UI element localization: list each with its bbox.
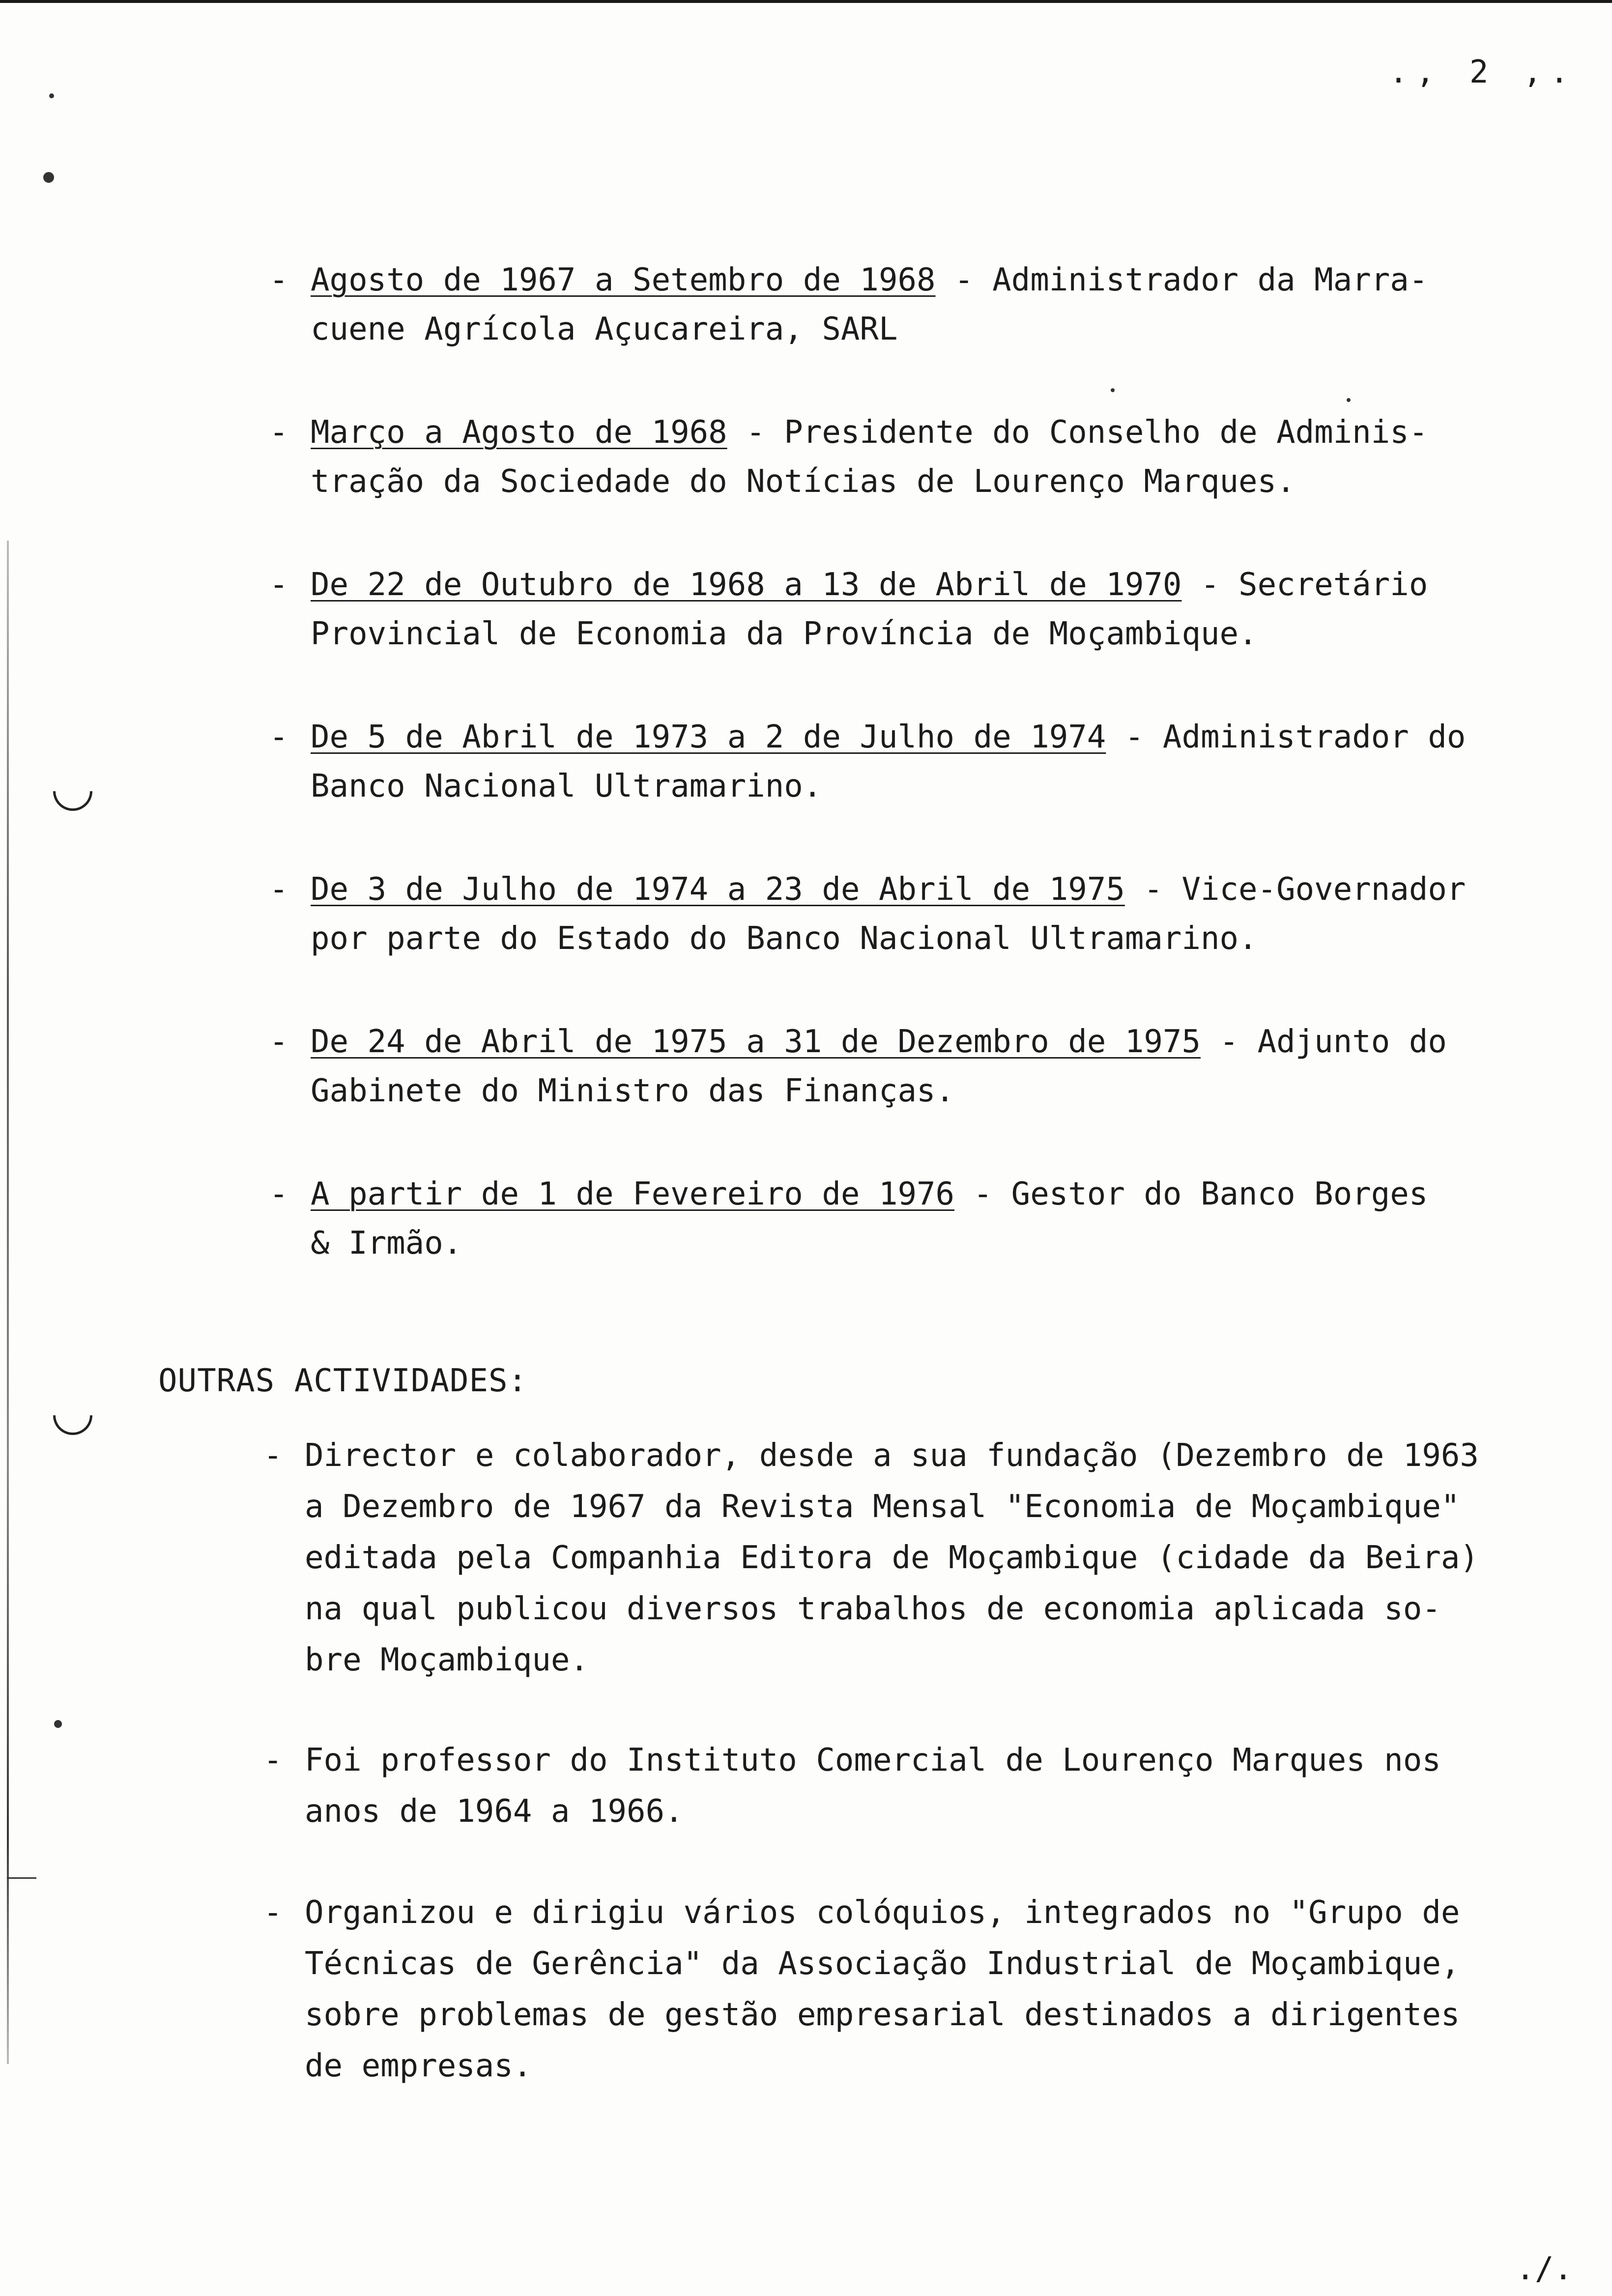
page-number: ., 2 ,. [1389, 54, 1577, 90]
activity-line: Organizou e dirigiu vários colóquios, integrados no "Grupo de [305, 1894, 1460, 1931]
ink-speck [54, 1720, 62, 1728]
section-heading-other-activities: OUTRAS ACTIVIDADES: [158, 1363, 528, 1399]
career-detail: Gabinete do Ministro das Finanças. [311, 1073, 955, 1109]
page-top-rule [0, 0, 1612, 3]
item-dash: - [269, 414, 288, 451]
item-dash: - [269, 262, 288, 298]
ink-speck [43, 172, 54, 183]
activity-line: de empresas. [305, 2048, 532, 2084]
ink-speck [49, 93, 54, 98]
career-period: Agosto de 1967 a Setembro de 1968 [311, 262, 936, 298]
edge-tick-mark [7, 1877, 36, 1879]
punch-hole-mark [53, 1415, 92, 1435]
career-period: Março a Agosto de 1968 [311, 414, 727, 451]
item-dash: - [269, 719, 288, 755]
career-period: De 3 de Julho de 1974 a 23 de Abril de 1975 [311, 871, 1125, 908]
career-detail: & Irmão. [311, 1225, 462, 1262]
binding-edge-shadow [7, 541, 9, 2064]
career-role: - Administrador do [1106, 719, 1466, 755]
ink-speck [1111, 388, 1115, 392]
career-period: De 5 de Abril de 1973 a 2 de Julho de 1974 [311, 719, 1106, 755]
activity-line: editada pela Companhia Editora de Moçambique (cidade da Beira) [305, 1540, 1479, 1576]
item-dash: - [263, 1742, 283, 1779]
career-detail: Banco Nacional Ultramarino. [311, 768, 822, 804]
career-period: De 22 de Outubro de 1968 a 13 de Abril de 1970 [311, 567, 1182, 603]
item-dash: - [263, 1894, 283, 1931]
career-role: - Gestor do Banco Borges [954, 1176, 1428, 1212]
career-role: - Vice-Governador [1124, 871, 1466, 908]
career-role: - Secretário [1181, 567, 1428, 603]
career-role: - Presidente do Conselho de Adminis- [727, 414, 1428, 451]
career-role: - Adjunto do [1200, 1024, 1447, 1060]
career-detail: por parte do Estado do Banco Nacional Ultramarino. [311, 920, 1258, 957]
activity-line: Foi professor do Instituto Comercial de Lourenço Marques nos [305, 1742, 1441, 1779]
activity-line: Director e colaborador, desde a sua fundação (Dezembro de 1963 [305, 1437, 1479, 1474]
item-dash: - [269, 1176, 288, 1212]
career-detail: cuene Agrícola Açucareira, SARL [311, 311, 898, 347]
punch-hole-mark [53, 791, 92, 811]
career-detail: Provincial de Economia da Província de Moçambique. [311, 616, 1258, 652]
career-detail: tração da Sociedade do Notícias de Lourenço Marques. [311, 463, 1295, 500]
activity-line: Técnicas de Gerência" da Associação Industrial de Moçambique, [305, 1946, 1460, 1982]
item-dash: - [263, 1437, 283, 1474]
activity-line: na qual publicou diversos trabalhos de economia aplicada so- [305, 1591, 1441, 1627]
activity-line: anos de 1964 a 1966. [305, 1793, 684, 1830]
item-dash: - [269, 1024, 288, 1060]
item-dash: - [269, 871, 288, 908]
career-period: De 24 de Abril de 1975 a 31 de Dezembro de 1975 [311, 1024, 1201, 1060]
activity-line: sobre problemas de gestão empresarial destinados a dirigentes [305, 1997, 1460, 2033]
item-dash: - [269, 567, 288, 603]
ink-speck [1347, 398, 1351, 402]
activity-line: bre Moçambique. [305, 1642, 589, 1678]
activity-line: a Dezembro de 1967 da Revista Mensal "Economia de Moçambique" [305, 1489, 1460, 1525]
career-period: A partir de 1 de Fevereiro de 1976 [311, 1176, 955, 1212]
career-role: - Administrador da Marra- [935, 262, 1428, 298]
continuation-mark: ./. [1516, 2251, 1573, 2287]
